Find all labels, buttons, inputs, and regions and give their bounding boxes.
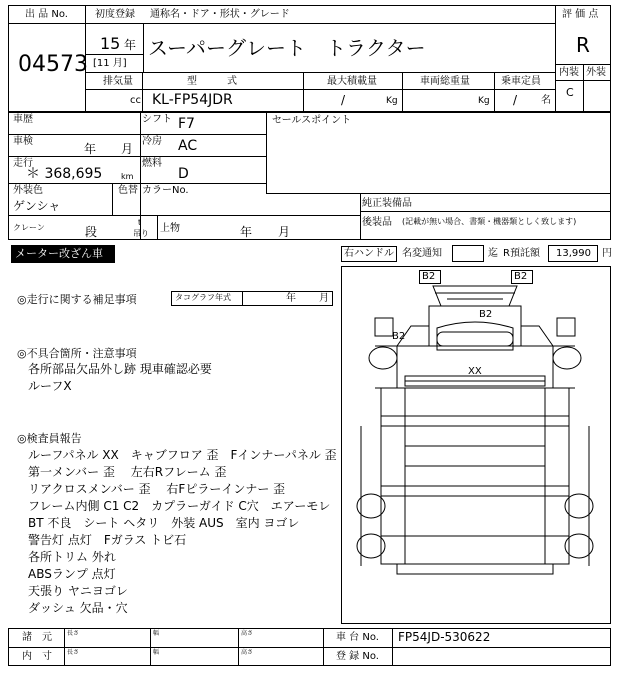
first-reg-year: 15 (100, 34, 121, 53)
name-change-box (452, 245, 484, 262)
inspection-month-unit: 月 (121, 142, 134, 156)
inspector-list (28, 447, 337, 617)
inspector-line: ダッシュ 欠品・穴 (28, 601, 128, 615)
defect-line: ルーフX (28, 379, 72, 393)
displacement-label: 排気量 (103, 76, 133, 87)
defects-label: ◎不具合箇所・注意事項 (17, 347, 137, 360)
capacity-unit: 名 (541, 95, 551, 106)
r-mileage-label: R預託額 (503, 248, 540, 259)
steering-value: 右ハンドル (344, 248, 394, 259)
type-label: 型 式 (187, 76, 237, 87)
interior-label: 内装 (559, 67, 579, 78)
inspector-line: ルーフパネル XX キャブフロア 歪 Fインナーパネル 歪 (28, 448, 337, 462)
max-load-unit: Kg (386, 96, 398, 106)
first-reg-month: [11 月] (93, 58, 127, 69)
spec-height-label: 高さ (241, 630, 254, 637)
lot-number: 04573 (18, 52, 88, 77)
gross-weight-label: 車両総重量 (420, 76, 470, 87)
inspector-line: 警告灯 点灯 Fガラス トビ石 (28, 533, 187, 547)
inner-height-label: 高さ (241, 649, 254, 656)
spec-label: 諸 元 (22, 632, 52, 643)
ac-label: 冷房 (142, 136, 162, 147)
front-right-wheel-shape (553, 347, 581, 369)
roof-right-mark: B2 (514, 271, 528, 282)
equipment-label: 純正装備品 (362, 198, 412, 209)
inner-width-label: 幅 (153, 649, 160, 656)
crane-hang-label: 吊り (133, 229, 149, 238)
mileage-unit: km (121, 172, 134, 181)
first-reg-year-unit: 年 (124, 38, 137, 52)
chassis-frame-shape (381, 388, 569, 564)
meter-tampered-banner: メーター改ざん車 (11, 245, 115, 263)
shift-label: シフト (142, 114, 172, 125)
front-left-wheel-shape (369, 347, 397, 369)
deadline-label: 迄 (488, 248, 498, 259)
first-reg-label: 初度登録 (95, 9, 135, 20)
cab-top-mark: B2 (479, 309, 493, 320)
mileage-value: ＊ 368,695 (26, 166, 103, 182)
upper-label: 上物 (160, 223, 180, 234)
capacity-value: / (513, 93, 518, 107)
spec-length-label: 長さ (67, 630, 80, 637)
history-label: 車歴 (13, 114, 33, 125)
inspection-label: 車検 (13, 136, 33, 147)
cab-center-mark: XX (468, 366, 482, 377)
inspector-line: BT 不良 シート ヘタリ 外装 AUS 室内 ヨゴレ (28, 516, 300, 530)
inspection-year-unit: 年 (84, 142, 97, 156)
color-label: 外装色 (13, 185, 43, 196)
inspector-line: フレーム内側 C1 C2 カプラーガイド C穴 エアーモレ (28, 499, 331, 513)
max-load-label: 最大積載量 (327, 76, 377, 87)
upper-year-unit: 年 (240, 225, 253, 239)
color-no-label: カラーNo. (142, 185, 189, 196)
r-amount: 13,990 (556, 248, 591, 259)
inspector-line: リアクロスメンバー 歪 右Fピラーインナー 歪 (28, 482, 286, 496)
spec-width-label: 幅 (153, 630, 160, 637)
grade-label: 評 価 点 (562, 9, 599, 20)
name-change-label: 名変通知 (402, 248, 442, 259)
accessories-label: 後装品 (362, 217, 392, 228)
inspector-line: 第一メンバー 歪 左右Rフレーム 歪 (28, 465, 227, 479)
cab-left-mark: B2 (392, 331, 406, 342)
accessories-note: (記載が無い場合、書類・機器類としく致します) (402, 217, 577, 226)
capacity-label: 乗車定員 (501, 76, 541, 87)
displacement-unit: cc (130, 95, 141, 106)
upper-month-unit: 月 (278, 225, 291, 239)
vehicle-name: スーパーグレート トラクター (148, 36, 426, 60)
mileage-label: 走行 (13, 158, 33, 169)
crane-ton-unit: t (138, 218, 142, 227)
inner-length-label: 長さ (67, 649, 80, 656)
registration-label: 登 録 No. (336, 651, 379, 662)
fuel-label: 燃料 (142, 158, 162, 169)
defect-line: 各所部品欠品外し跡 現車確認必要 (28, 362, 212, 376)
max-load-value: / (341, 93, 346, 107)
inspector-line: 各所トリム 外れ (28, 550, 116, 564)
color-code-label: 色替 (118, 185, 138, 196)
fuel-value: D (178, 166, 189, 182)
model-name-label: 通称名・ドア・形状・グレード (150, 9, 290, 20)
gross-weight-unit: Kg (478, 96, 490, 106)
color-value: ゲンシャ (13, 199, 61, 213)
tacho-year-unit: 年 (286, 293, 296, 304)
defects-list (28, 361, 212, 395)
lot-label: 出 品 No. (25, 9, 68, 20)
selling-points-label: セールスポイント (272, 115, 352, 126)
inspector-line: ABSランプ 点灯 (28, 567, 116, 581)
model-code: KL-FP54JDR (152, 92, 233, 108)
supplement-label: ◎走行に関する補足事項 (17, 293, 137, 306)
r-unit: 円 (602, 248, 612, 259)
inspector-line: 天張り ヤニヨゴレ (28, 584, 128, 598)
roof-fairing-shape (433, 286, 517, 306)
inspector-label: ◎検査員報告 (17, 432, 82, 445)
tachograph-label: タコグラフ年式 (175, 293, 231, 302)
right-mirror-shape (557, 318, 575, 336)
crane-stage-unit: 段 (85, 225, 98, 239)
ac-value: AC (178, 138, 198, 154)
shift-value: F7 (178, 116, 195, 132)
truck-diagram (341, 266, 611, 624)
tacho-month-unit: 月 (319, 293, 329, 304)
crane-label: クレーン (13, 223, 45, 232)
chassis-number: FP54JD-530622 (398, 630, 491, 644)
overall-grade: R (576, 33, 590, 57)
chassis-label: 車 台 No. (336, 632, 379, 643)
left-mirror-shape (375, 318, 393, 336)
roof-left-mark: B2 (422, 271, 436, 282)
interior-grade: C (566, 86, 574, 99)
exterior-label: 外装 (586, 67, 606, 78)
inner-dim-label: 内 寸 (22, 651, 52, 662)
